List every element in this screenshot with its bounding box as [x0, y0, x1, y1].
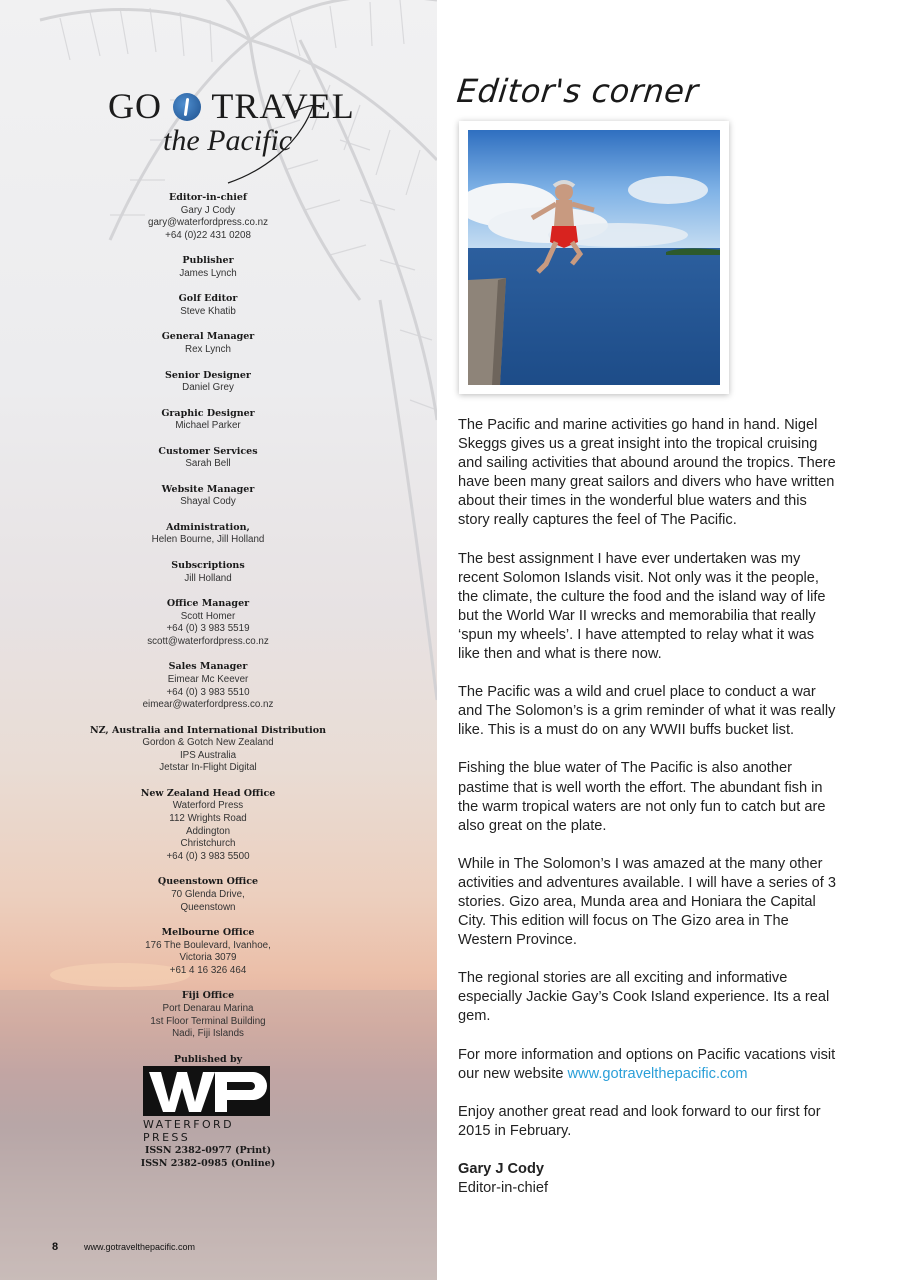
credit-line: Steve Khatib [180, 305, 236, 317]
footer-url[interactable]: www.gotravelthepacific.com [84, 1242, 196, 1252]
credit-role: Sales Manager [168, 661, 248, 673]
credit-line: +64 (0) 3 983 5500 [166, 850, 250, 862]
credit-line: Michael Parker [175, 420, 241, 432]
issn-block [100, 1145, 316, 1170]
credit-line: +64 (0)22 431 0208 [165, 229, 251, 241]
credit-block [60, 331, 356, 356]
letter-paragraph-website [458, 1046, 838, 1084]
editor-letter [458, 416, 838, 1198]
credit-block [60, 1054, 356, 1067]
signature-role: Editor-in-chief [458, 1180, 549, 1196]
credit-line: Rex Lynch [185, 343, 231, 355]
credit-role: General Manager [161, 331, 255, 343]
credit-email[interactable]: eimear@waterfordpress.co.nz [142, 699, 274, 711]
letter-paragraph-5: While in The Solomon’s I was amazed at the many other activities and adventures available. I will have a series of 3 stories. Gizo area, Munda area and Honiara the Capital City. This edition will focus on The Gizo area in The Western Province. [458, 855, 837, 949]
credit-line: Scott Homer [180, 610, 236, 622]
credit-role: Editor-in-chief [168, 192, 248, 203]
credit-block [60, 927, 356, 977]
credit-block [60, 788, 356, 863]
credit-role: NZ, Australia and International Distribution [89, 724, 327, 736]
letter-paragraph-2: The best assignment I have ever undertaken was my recent Solomon Islands visit. Not only was it the people, the climate, the culture the food and the island way of life but the World War II wrecks and memorabilia that really ‘spun my wheels’. I have attempted to relay what it was like then and what is there now. [458, 550, 826, 663]
credit-role: Published by [173, 1053, 243, 1065]
credit-line: Waterford Press [172, 800, 244, 812]
credit-line: Addington [185, 825, 231, 837]
issn-online: ISSN 2382-0985 (Online) [140, 1157, 276, 1169]
credit-role: Subscriptions [171, 560, 245, 572]
letter-paragraph-4: Fishing the blue water of The Pacific is also another pastime that is well worth the effort. The abundant fish in the warm tropical waters are not only fun to catch but are also great on the plate. [458, 760, 826, 834]
credit-block [60, 408, 356, 433]
credit-role: Website Manager [161, 483, 255, 495]
credit-line: Daniel Grey [182, 382, 234, 394]
credit-role: Fiji Office [181, 990, 235, 1002]
credit-line: Christchurch [180, 838, 236, 850]
credit-role: Customer Services [158, 445, 258, 457]
credit-line: +64 (0) 3 983 5519 [166, 623, 250, 635]
credit-line: James Lynch [179, 267, 237, 279]
credit-block [60, 484, 356, 509]
credit-role: Publisher [182, 255, 234, 267]
credit-line: 1st Floor Terminal Building [150, 1015, 266, 1027]
waterford-press-name: WATERFORD PRESS [143, 1118, 234, 1144]
credit-block [60, 876, 356, 914]
editor-photo [459, 121, 729, 394]
credit-email[interactable]: scott@waterfordpress.co.nz [147, 635, 269, 647]
credit-line: Gary J Cody [180, 204, 236, 216]
letter-paragraph-closing: Enjoy another great read and look forward to our first for 2015 in February. [458, 1103, 821, 1139]
signature-name: Gary J Cody [458, 1160, 544, 1177]
globe-palm-icon [173, 93, 201, 121]
page-number: 8 [52, 1241, 59, 1253]
credit-line: Nadi, Fiji Islands [172, 1028, 244, 1040]
credit-block [60, 725, 356, 775]
logo-pacific: the Pacific [163, 124, 293, 157]
credit-line: Victoria 3079 [179, 952, 237, 964]
website-intro: For more information and options on Pacific vacations visit our new website [458, 1046, 836, 1082]
editors-corner-title: Editor's corner [455, 72, 701, 110]
website-link[interactable]: www.gotravelthepacific.com [567, 1065, 748, 1082]
credit-block [60, 192, 356, 242]
credit-block [60, 661, 356, 711]
credit-role: Melbourne Office [161, 927, 255, 939]
credit-line: Helen Bourne, Jill Holland [151, 534, 265, 546]
credit-email[interactable]: gary@waterfordpress.co.nz [148, 217, 268, 229]
credit-block [60, 370, 356, 395]
wp-mark [143, 1066, 270, 1116]
credit-block [60, 598, 356, 648]
credit-line: Gordon & Gotch New Zealand [142, 737, 274, 749]
credit-role: Graphic Designer [161, 407, 255, 419]
credit-line: 112 Wrights Road [169, 813, 247, 825]
gotravel-logo [108, 86, 355, 188]
credit-line: Port Denarau Marina [162, 1002, 254, 1014]
masthead-column [0, 0, 437, 1280]
issn-print: ISSN 2382-0977 (Print) [144, 1145, 272, 1156]
credit-block [60, 255, 356, 280]
jumping-man-photo [468, 130, 720, 385]
credit-role: Senior Designer [165, 369, 251, 381]
credit-line: Sarah Bell [185, 458, 231, 470]
credit-role: Queenstown Office [157, 876, 259, 888]
credit-line: Queenstown [180, 901, 236, 913]
credit-role: Administration, [166, 521, 250, 533]
waterford-press-logo [143, 1066, 270, 1144]
credit-line: Eimear Mc Keever [167, 673, 249, 685]
credit-line: +61 4 16 326 464 [169, 964, 247, 976]
credit-block [60, 522, 356, 547]
credit-line: 176 The Boulevard, Ivanhoe, [145, 939, 271, 951]
credit-line: IPS Australia [179, 749, 237, 761]
credit-line: +64 (0) 3 983 5510 [166, 686, 250, 698]
logo-go: GO [108, 86, 162, 126]
credit-line: Shayal Cody [180, 496, 236, 508]
letter-paragraph-3: The Pacific was a wild and cruel place to conduct a war and The Solomon’s is a grim reminder of what it was really like. This is a must do on any WWII buffs bucket list. [458, 684, 836, 739]
credit-line: Jill Holland [184, 572, 232, 584]
credit-block [60, 446, 356, 471]
credit-line: Jetstar In-Flight Digital [159, 762, 257, 774]
credit-role: New Zealand Head Office [140, 787, 276, 799]
credit-block [60, 990, 356, 1040]
staff-credits [60, 192, 356, 1079]
credit-line: 70 Glenda Drive, [171, 888, 245, 900]
wp-glyph [143, 1066, 270, 1116]
letter-paragraph-6: The regional stories are all exciting and informative especially Jackie Gay’s Cook Island experience. Its a real gem. [458, 970, 830, 1025]
logo-travel: TRAVEL [211, 86, 355, 126]
credit-block [60, 293, 356, 318]
credit-role: Office Manager [166, 598, 250, 610]
letter-paragraph-1: The Pacific and marine activities go hand in hand. Nigel Skeggs gives us a great insight into the tropical cruising and sailing activities that abound around the tropics. There have been many great sailors and divers who have written about their times in the wonderful blue waters and this story really captures the feel of The Pacific. [458, 417, 836, 529]
credit-role: Golf Editor [178, 293, 238, 305]
credit-block [60, 560, 356, 585]
